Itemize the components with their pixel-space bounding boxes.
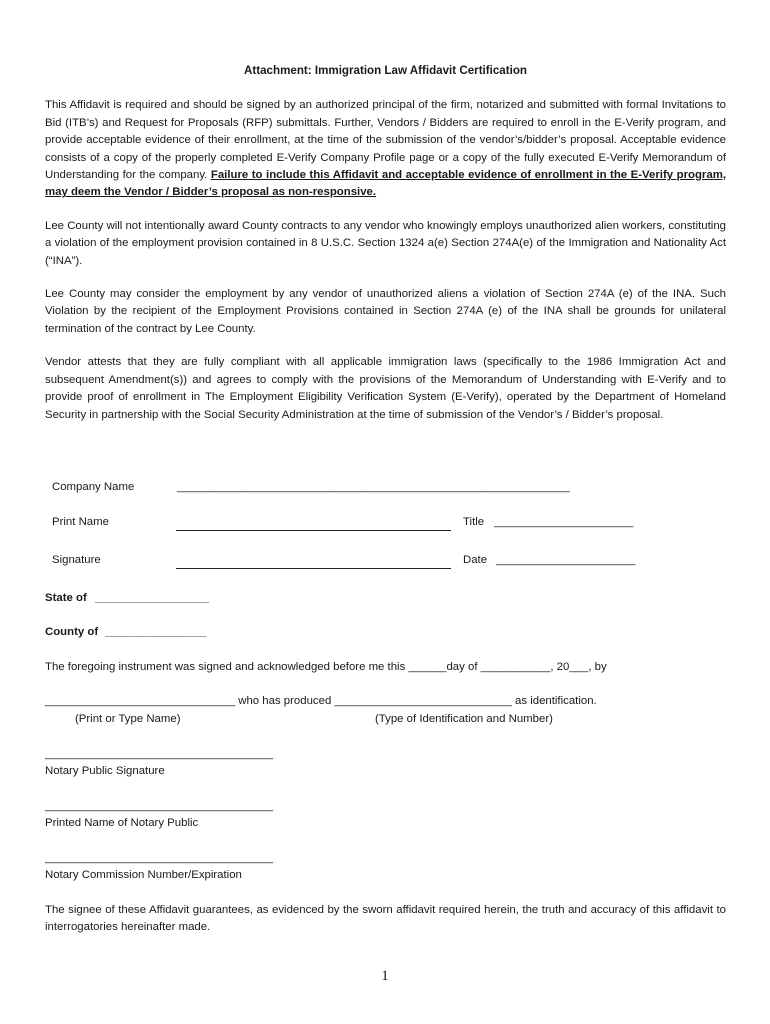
date-field[interactable]: ______________________ [496, 554, 636, 566]
affidavit-requirement-paragraph [45, 97, 726, 201]
title-label: Title [463, 516, 485, 528]
signature-field[interactable] [176, 568, 451, 569]
county-policy-paragraph: Lee County will not intentionally award County contracts to any vendor who knowingly employs unauthorized alien workers, constituting a violation of the employment provision contained in 8 U.S.C. Section 1324 a(e) Section 274A(e) of the Immigration and Nationality Act (“INA”). [45, 219, 726, 267]
failure-warning-text: Failure to include this Affidavit and acceptable evidence of enrollment in the E-Verify program, may deem the Vendor / Bidder’s proposal as non-responsive. [45, 169, 726, 199]
county-of-label: County of [45, 626, 99, 638]
title-field[interactable]: ______________________ [494, 516, 634, 528]
print-name-caption: (Print or Type Name) [75, 713, 181, 725]
state-of-field[interactable]: __________________ [95, 592, 210, 604]
state-of-label: State of [45, 592, 87, 604]
notary-commission-field[interactable]: ____________________________________ [45, 852, 274, 864]
identification-caption: (Type of Identification and Number) [375, 713, 553, 725]
company-name-field[interactable]: ______________________________________________________________ [177, 481, 570, 493]
page-number: 1 [381, 968, 389, 984]
produced-identification-line[interactable]: ______________________________ who has produced ____________________________ as identification. [45, 695, 597, 707]
print-name-field[interactable] [176, 530, 451, 531]
notary-commission-caption: Notary Commission Number/Expiration [45, 869, 242, 881]
document-page [45, 62, 726, 442]
notary-printed-name-caption: Printed Name of Notary Public [45, 817, 199, 829]
page-title: Attachment: Immigration Law Affidavit Certification [244, 64, 527, 77]
notary-signature-field[interactable]: ____________________________________ [45, 748, 274, 760]
signature-label: Signature [52, 554, 101, 566]
closing-guarantee-paragraph: The signee of these Affidavit guarantees, as evidenced by the sworn affidavit required herein, the truth and accuracy of this affidavit to interrogatories hereinafter made. [45, 904, 726, 934]
print-name-label: Print Name [52, 516, 109, 528]
notary-signature-caption: Notary Public Signature [45, 765, 165, 777]
requirement-text: This Affidavit is required and should be signed by an authorized principal of the firm, notarized and submitted with formal Invitations to Bid (ITB’s) and Request for Proposals (RFP) submittals. Further, Vendors / Bidders are required to enroll in the E-Verify program, and provide acceptable evidence of their enrollment, at the time of the submission of the vendor’s/bidder’s proposal. Acceptable evidence consists of a copy of the properly completed E-Verify Company Profile page or a copy of the fully executed E-Verify Memorandum of Understanding for the company. [45, 99, 726, 182]
acknowledged-line[interactable]: The foregoing instrument was signed and acknowledged before me this ______day of ___________, 20___, by [45, 661, 607, 673]
violation-paragraph: Lee County may consider the employment by any vendor of unauthorized aliens a violation of Section 274A (e) of the INA. Such Violation by the recipient of the Employment Provisions contained in Section 274A (e) of the INA shall be grounds for unilateral termination of the contract by Lee County. [45, 288, 726, 335]
vendor-attestation-paragraph: Vendor attests that they are fully compliant with all applicable immigration laws (specifically to the 1986 Immigration Act and subsequent Amendment(s)) and agrees to comply with the provisions of the Memorandum of Understanding with E-Verify and to provide proof of enrollment in The Employment Eligibility Verification System (E-Verify), operated by the Department of Homeland Security in partnership with the Social Security Administration at the time of submission of the Vendor’s / Bidder’s proposal. [45, 356, 726, 421]
notary-printed-name-field[interactable]: ____________________________________ [45, 800, 274, 812]
county-of-field[interactable]: ________________ [105, 626, 207, 638]
date-label: Date [463, 554, 488, 566]
company-name-label: Company Name [52, 481, 135, 493]
